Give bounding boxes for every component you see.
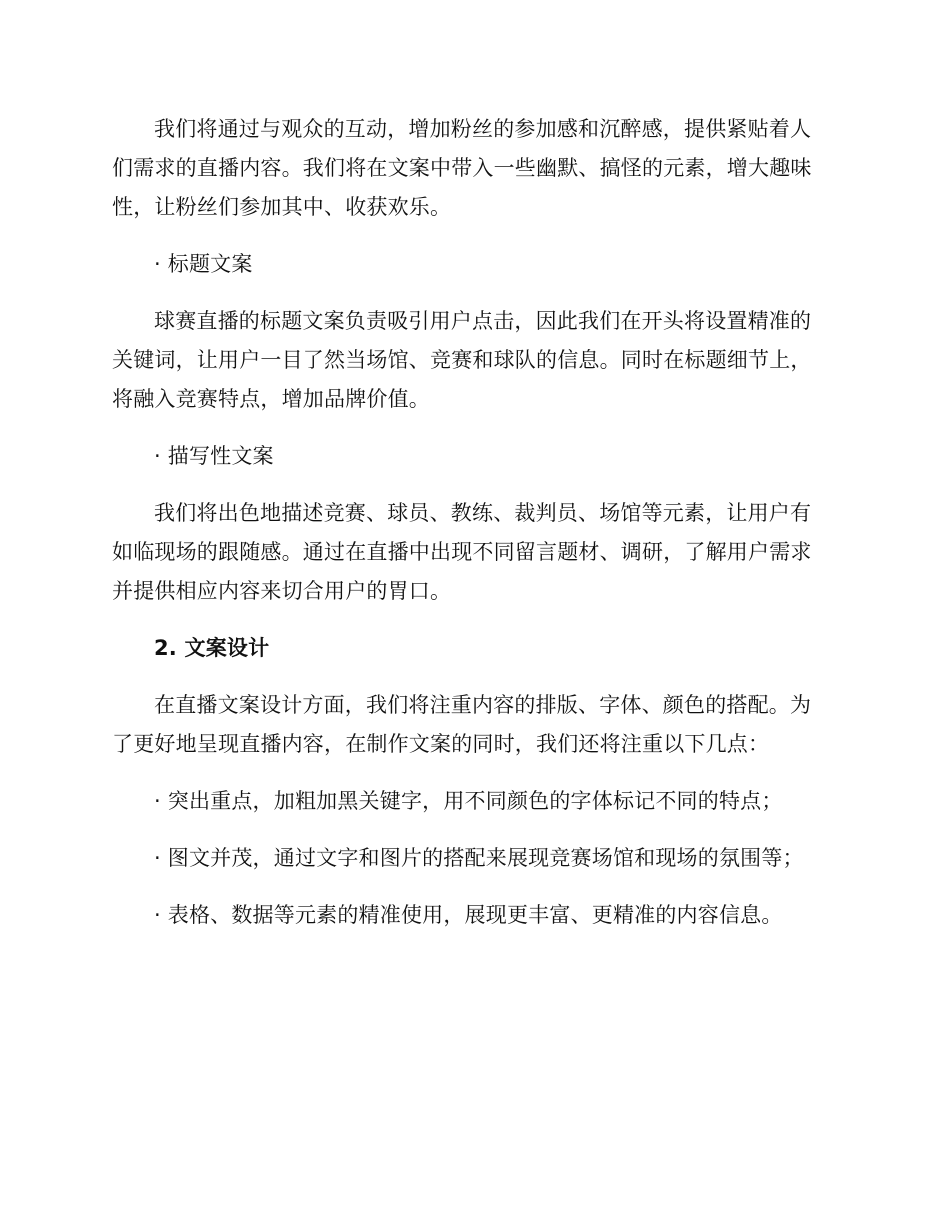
- paragraph-interaction: 我们将通过与观众的互动，增加粉丝的参加感和沉醉感，提供紧贴着人们需求的直播内容。我们将在文案中带入一些幽默、搞怪的元素，增大趣味性，让粉丝们参加其中、收获欢乐。: [112, 117, 812, 219]
- bullet-highlight: · 突出重点，加粗加黑关键字，用不同颜色的字体标记不同的特点；: [154, 789, 783, 813]
- section-heading-copy-design: 2. 文案设计: [154, 636, 270, 660]
- bullet-descriptive-copy: · 描写性文案: [154, 444, 274, 468]
- document-body: [112, 110, 832, 953]
- bullet-title-copy: · 标题文案: [154, 252, 253, 276]
- paragraph-title-copy: 球赛直播的标题文案负责吸引用户点击，因此我们在开头将设置精准的关键词，让用户一目了然当场馆、竞赛和球队的信息。同时在标题细节上，将融入竞赛特点，增加品牌价值。: [112, 309, 812, 411]
- paragraph-descriptive-copy: 我们将出色地描述竞赛、球员、教练、裁判员、场馆等元素，让用户有如临现场的跟随感。通过在直播中出现不同留言题材、调研，了解用户需求并提供相应内容来切合用户的胃口。: [112, 501, 812, 603]
- bullet-image-text: · 图文并茂，通过文字和图片的搭配来展现竞赛场馆和现场的氛围等；: [154, 846, 804, 870]
- bullet-tables-data: · 表格、数据等元素的精准使用，展现更丰富、更精准的内容信息。: [154, 903, 783, 927]
- paragraph-copy-design: 在直播文案设计方面，我们将注重内容的排版、字体、颜色的搭配。为了更好地呈现直播内容，在制作文案的同时，我们还将注重以下几点：: [112, 693, 812, 756]
